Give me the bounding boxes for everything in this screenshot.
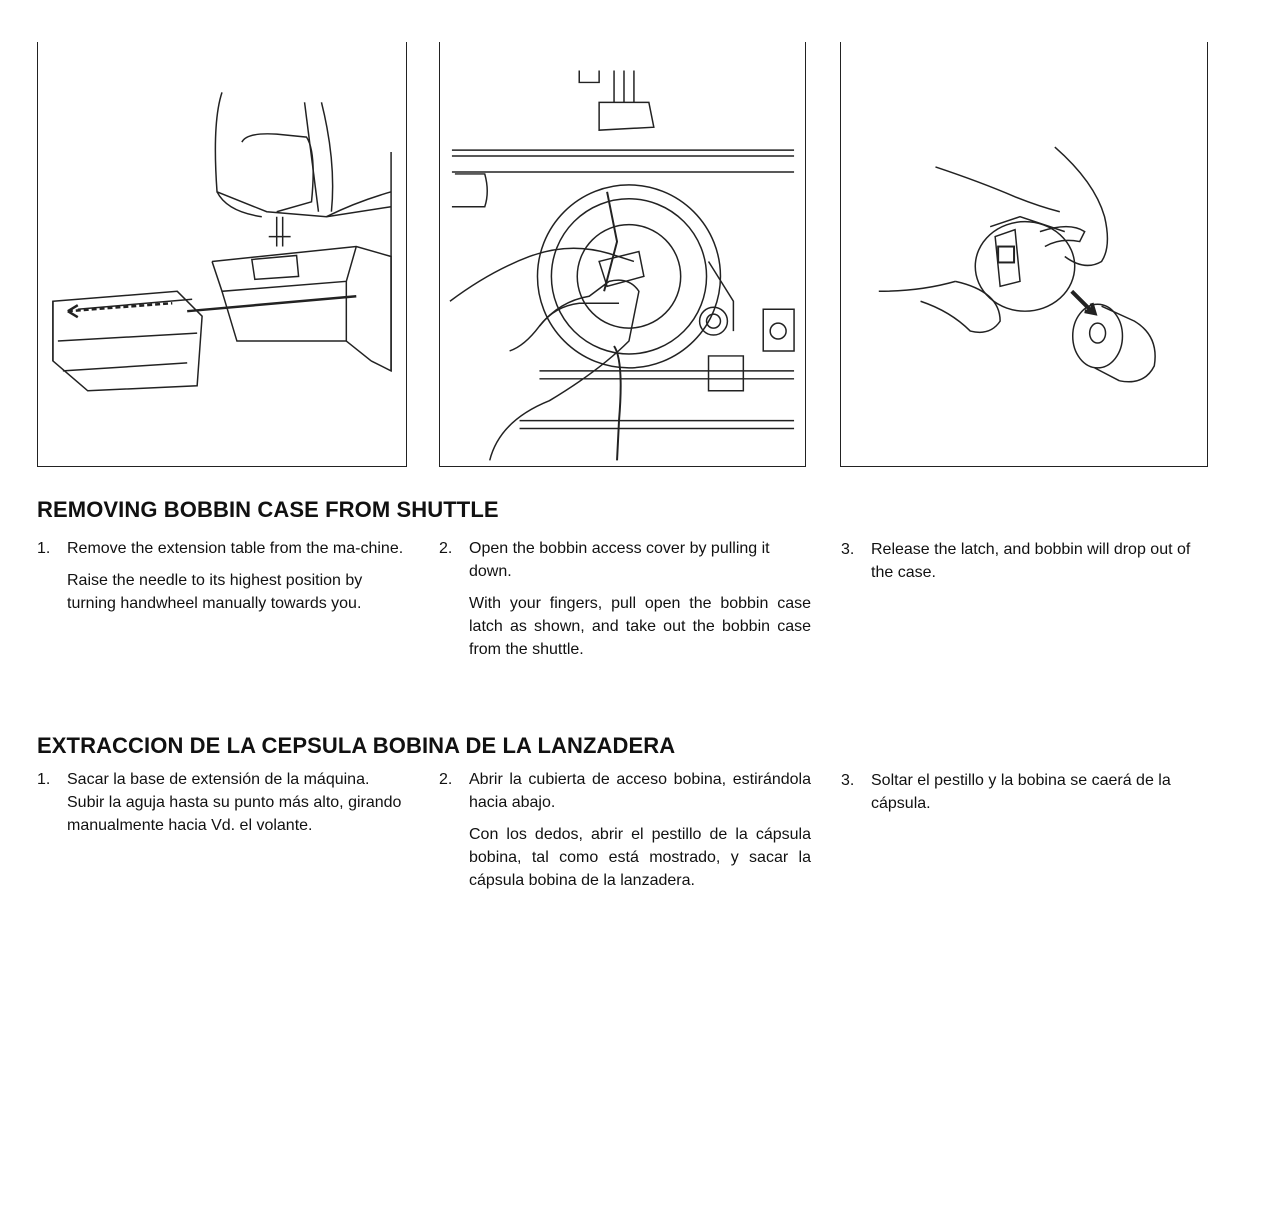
section-title-spanish: EXTRACCION DE LA CEPSULA BOBINA DE LA LANZADERA <box>37 733 676 758</box>
step-text: Release the latch, and bobbin will drop out of the case. <box>871 541 1191 581</box>
step-text: With your fingers, pull open the bobbin case latch as shown, and take out the bobbin case from the shuttle. <box>469 595 811 658</box>
illustration-open-bobbin-cover <box>439 42 806 467</box>
step-2-spanish <box>439 768 811 901</box>
section-title-english: REMOVING BOBBIN CASE FROM SHUTTLE <box>37 497 499 522</box>
illustration-remove-extension-table <box>37 42 407 467</box>
step-number: 3. <box>841 772 855 789</box>
step-text: Con los dedos, abrir el pestillo de la cápsula bobina, tal como está mostrado, y sacar la cápsula bobina de la lanzadera. <box>469 826 811 889</box>
sewing-machine-extension-table-drawing <box>38 42 406 466</box>
step-3-english <box>841 538 1213 593</box>
step-text: Sacar la base de extensión de la máquina. Subir la aguja hasta su punto más alto, girando manualmente hacia Vd. el volante. <box>67 771 402 834</box>
step-number: 3. <box>841 541 855 558</box>
step-number: 2. <box>439 540 453 557</box>
step-number: 2. <box>439 771 453 788</box>
step-text: Soltar el pestillo y la bobina se caerá de la cápsula. <box>871 772 1171 812</box>
step-text: Raise the needle to its highest position by turning handwheel manually towards you. <box>67 572 363 612</box>
bobbin-dropping-out-drawing <box>841 42 1207 466</box>
step-1-english <box>37 537 409 624</box>
bobbin-case-in-shuttle-drawing <box>440 42 805 466</box>
step-number: 1. <box>37 771 51 788</box>
step-1-spanish <box>37 768 409 837</box>
illustration-release-latch <box>840 42 1208 467</box>
step-text: Open the bobbin access cover by pulling it down. <box>469 540 770 580</box>
step-text: Remove the extension table from the ma-chine. <box>67 540 404 557</box>
step-text: Abrir la cubierta de acceso bobina, estirándola hacia abajo. <box>469 771 811 811</box>
step-2-english <box>439 537 811 670</box>
step-3-spanish <box>841 769 1213 824</box>
step-number: 1. <box>37 540 51 557</box>
